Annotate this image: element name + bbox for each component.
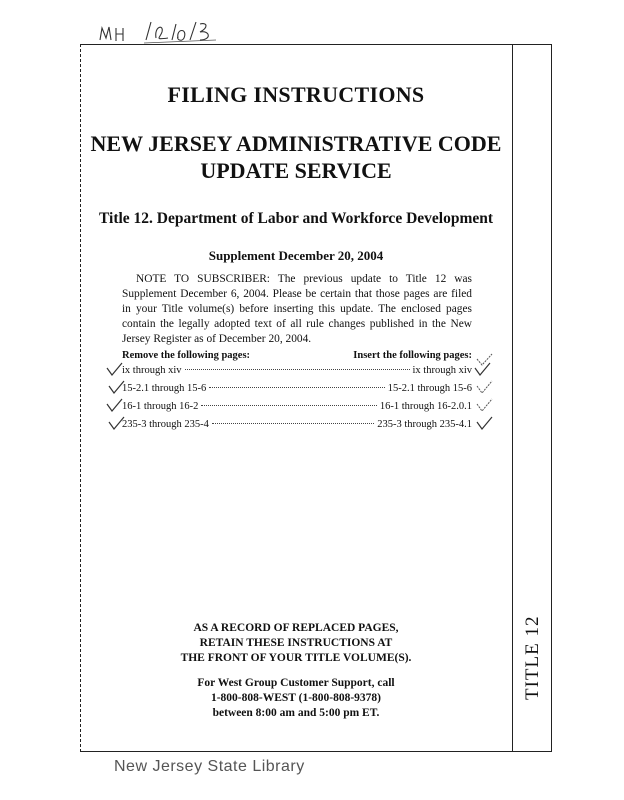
support-line-1: For West Group Customer Support, call (197, 677, 395, 689)
insert-pages-value: 235-3 through 235-4.1 (377, 419, 472, 430)
supplement-date: Supplement December 20, 2004 (208, 248, 384, 263)
record-line-3: THE FRONT OF YOUR TITLE VOLUME(S). (180, 652, 412, 664)
checkmark-icon (476, 380, 494, 394)
checkmark-icon (108, 416, 126, 430)
checkmark-icon (476, 416, 494, 430)
checkmark-icon (108, 380, 126, 394)
page-row (122, 383, 472, 399)
page-row (122, 419, 472, 435)
leader-dots (209, 387, 384, 388)
leader-dots (212, 423, 374, 424)
pages-table-header (122, 350, 472, 361)
record-instructions (80, 621, 512, 666)
remove-pages-value: 16-1 through 16-2 (122, 401, 199, 412)
code-title-line-2: UPDATE SERVICE (200, 158, 392, 183)
code-title-line-1: NEW JERSEY ADMINISTRATIVE CODE (90, 131, 502, 156)
insert-pages-value: 16-1 through 16-2.0.1 (379, 401, 472, 412)
remove-pages-value: 235-3 through 235-4 (122, 419, 209, 430)
page-row (122, 401, 472, 417)
customer-support (80, 676, 512, 721)
insert-pages-value: 15-2.1 through 15-6 (387, 383, 472, 394)
leader-dots (185, 369, 410, 370)
title-tab-label: TITLE 12 (522, 615, 543, 700)
page-title: FILING INSTRUCTIONS (167, 82, 425, 107)
subscriber-note: NOTE TO SUBSCRIBER: The previous update to Title 12 was Supplement December 6, 2004. Please be certain that those pages are filed in your Title volume(s) before inserting this update. The enclosed pages contain the legally adopted text of all rule changes published in the New Jersey Register as of December 20, 2004. (122, 273, 472, 345)
remove-pages-heading: Remove the following pages: (122, 350, 251, 361)
record-line-2: RETAIN THESE INSTRUCTIONS AT (199, 637, 393, 649)
insert-pages-heading: Insert the following pages: (353, 350, 472, 361)
checkmark-icon (106, 398, 124, 412)
insert-pages-value: ix through xiv (412, 365, 472, 376)
department-title: Title 12. Department of Labor and Workforce Development (98, 210, 494, 227)
library-stamp: New Jersey State Library (114, 758, 305, 775)
checkmark-icon (474, 362, 492, 376)
remove-pages-value: ix through xiv (122, 365, 182, 376)
leader-dots (201, 405, 376, 406)
remove-pages-value: 15-2.1 through 15-6 (122, 383, 207, 394)
support-phone: 1-800-808-WEST (1-800-808-9378) (210, 692, 382, 704)
checkmark-icon (476, 398, 494, 412)
record-line-1: AS A RECORD OF REPLACED PAGES, (193, 622, 399, 634)
code-title (80, 130, 512, 184)
page-row (122, 365, 472, 381)
checkmark-icon (106, 362, 124, 376)
support-hours: between 8:00 am and 5:00 pm ET. (212, 707, 380, 719)
